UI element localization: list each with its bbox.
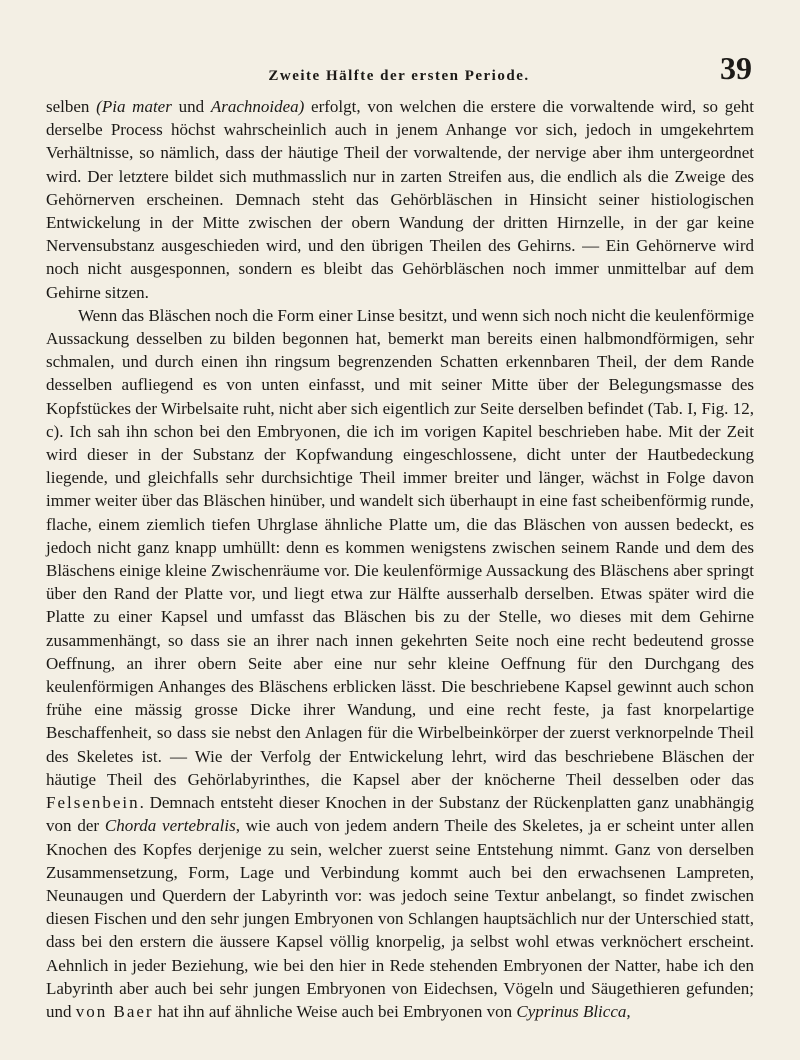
text-run: erfolgt, von welchen die erstere die vorwaltende wird, so geht derselbe Process höchst wahrscheinlich auch in jenem Anhange vor sich, jedoch in umgekehrtem Verhältnisse, so nämlich, dass der häutige Theil der vorwaltende, der nervige aber ihm untergeordnet wird. Der letztere bildet sich muthmasslich nur in zarten Streifen aus, die endlich als die Zweige des Gehörnerven erscheinen. Demnach steht das Gehörbläschen in Hinsicht seiner histiologischen Entwickelung in der Mitte zwischen der obern Wandung der dritten Hirnzelle, in der gar keine Nervensubstanz ausgeschieden wird, und den übrigen Theilen des Gehirns. — Ein Gehörnerve wird noch nicht ausgesponnen, sondern es bleibt das Gehörbläschen noch immer unmittelbar auf dem Gehirne sitzen. xyxy=(46,97,754,302)
italic-term: Cyprinus Blicca, xyxy=(516,1001,631,1021)
running-head: Zweite Hälfte der ersten Periode. xyxy=(268,68,530,84)
spaced-term: Felsenbein xyxy=(46,793,140,813)
spaced-name: von Baer xyxy=(75,1001,154,1021)
page-header xyxy=(46,50,752,90)
italic-term: Arachnoidea) xyxy=(210,97,305,116)
text-run: und xyxy=(171,97,211,116)
text-run: Wenn das Bläschen noch die Form einer Linse besitzt, und wenn sich noch nicht die keulenförmige Aussackung desselben zu bilden begonnen hat, bemerkt man bereits einen halbmondförmigen, sehr schmalen, und durch einen ihn ringsum begrenzenden Schatten erkennbaren Theil, der dem Rande desselben aufliegend es von unten einfasst, und mit seiner Mitte über der Belegungsmasse des Kopfstückes der Wirbelsaite ruht, nicht aber sich eigentlich zur Seite derselben befindet (Tab. I, Fig. 12, c). Ich sah ihn schon bei den Embryonen, die ich im vorigen Kapitel beschrieben habe. Mit der Zeit wird dieser in der Substanz der Kopfwandung eingeschlossene, dicht unter der Hautbedeckung liegende, und gleichfalls sehr durchsichtige Theil immer breiter und länger, wächst in Folge davon immer weiter über das Bläschen hinüber, und wandelt sich überhaupt in eine fast scheibenförmig runde, flache, einem ziemlich tiefen Uhrglase ähnliche Platte um, die das Bläschen von aussen bedeckt, es jedoch nicht ganz knapp umhüllt: denn es kommen wenigstens zwischen seinem Rande und dem des Bläschens einige kleine Zwischenräume vor. Die keulenförmige Aussackung des Bläschens aber springt über den Rand der Platte vor, und liegt etwa zur Hälfte ausserhalb derselben. Etwas später wird die Platte zu einer Kapsel und umfasst das Bläschen bis zu der Stelle, wo dieses mit dem Gehirne zusammenhängt, so dass sie an ihrer nach innen gekehrten Seite noch eine recht bedeutend grosse Oeffnung, an ihrer obern Seite aber eine nur sehr kleine Oeffnung für den Durchgang des keulenförmigen Anhanges des Bläschens erblicken lässt. Die beschriebene Kapsel gewinnt auch schon frühe eine mässig grosse Dicke ihrer Wandung, und eine recht feste, ja fast knorpelartige Beschaffenheit, so dass sie nebst den Anlagen für die Wirbelbeinkörper der zuerst verknorpelnde Theil des Skeletes ist. — Wie der Verfolg der Entwickelung lehrt, wird das beschriebene Bläschen der häutige Theil des Gehörlabyrinthes, die Kapsel aber der knöcherne Theil desselben oder das xyxy=(46,305,754,789)
paragraph xyxy=(46,95,754,304)
text-run: selben xyxy=(46,97,97,116)
italic-term: Chorda vertebralis xyxy=(104,816,236,836)
text-run: hat ihn auf ähnliche Weise auch bei Embryonen von xyxy=(153,1001,517,1021)
italic-term: (Pia mater xyxy=(96,97,172,116)
body-text xyxy=(46,95,754,1023)
text-run: , wie auch von jedem andern Theile des Skeletes, ja er scheint unter allen Knochen des Kopfes derjenige zu sein, welcher zuerst seine Entstehung nimmt. Ganz von derselben Zusammensetzung, Form, Lage und Verbindung kommt auch bei den erwachsenen Lampreten, Neunaugen und Querdern der Labyrinth vor: was jedoch seine Textur anbelangt, so findet zwischen diesen Fischen und den sehr jungen Embryonen von Schlangen hauptsächlich nur der Unterschied statt, dass bei den erstern die äussere Kapsel völlig knorpelig, ja selbst wohl etwas verknöchert erscheint. Aehnlich in jeder Beziehung, wie bei den hier in Rede stehenden Embryonen der Natter, habe ich den Labyrinth aber auch bei sehr jungen Embryonen von Eidechsen, Vögeln und Säugethieren gefunden; und xyxy=(46,816,754,1021)
page-number: 39 xyxy=(720,50,752,86)
paragraph xyxy=(46,304,754,1023)
text-run: . Demnach entsteht dieser Knochen in der Substanz der Rückenplatten ganz unabhängig von der xyxy=(46,793,754,836)
